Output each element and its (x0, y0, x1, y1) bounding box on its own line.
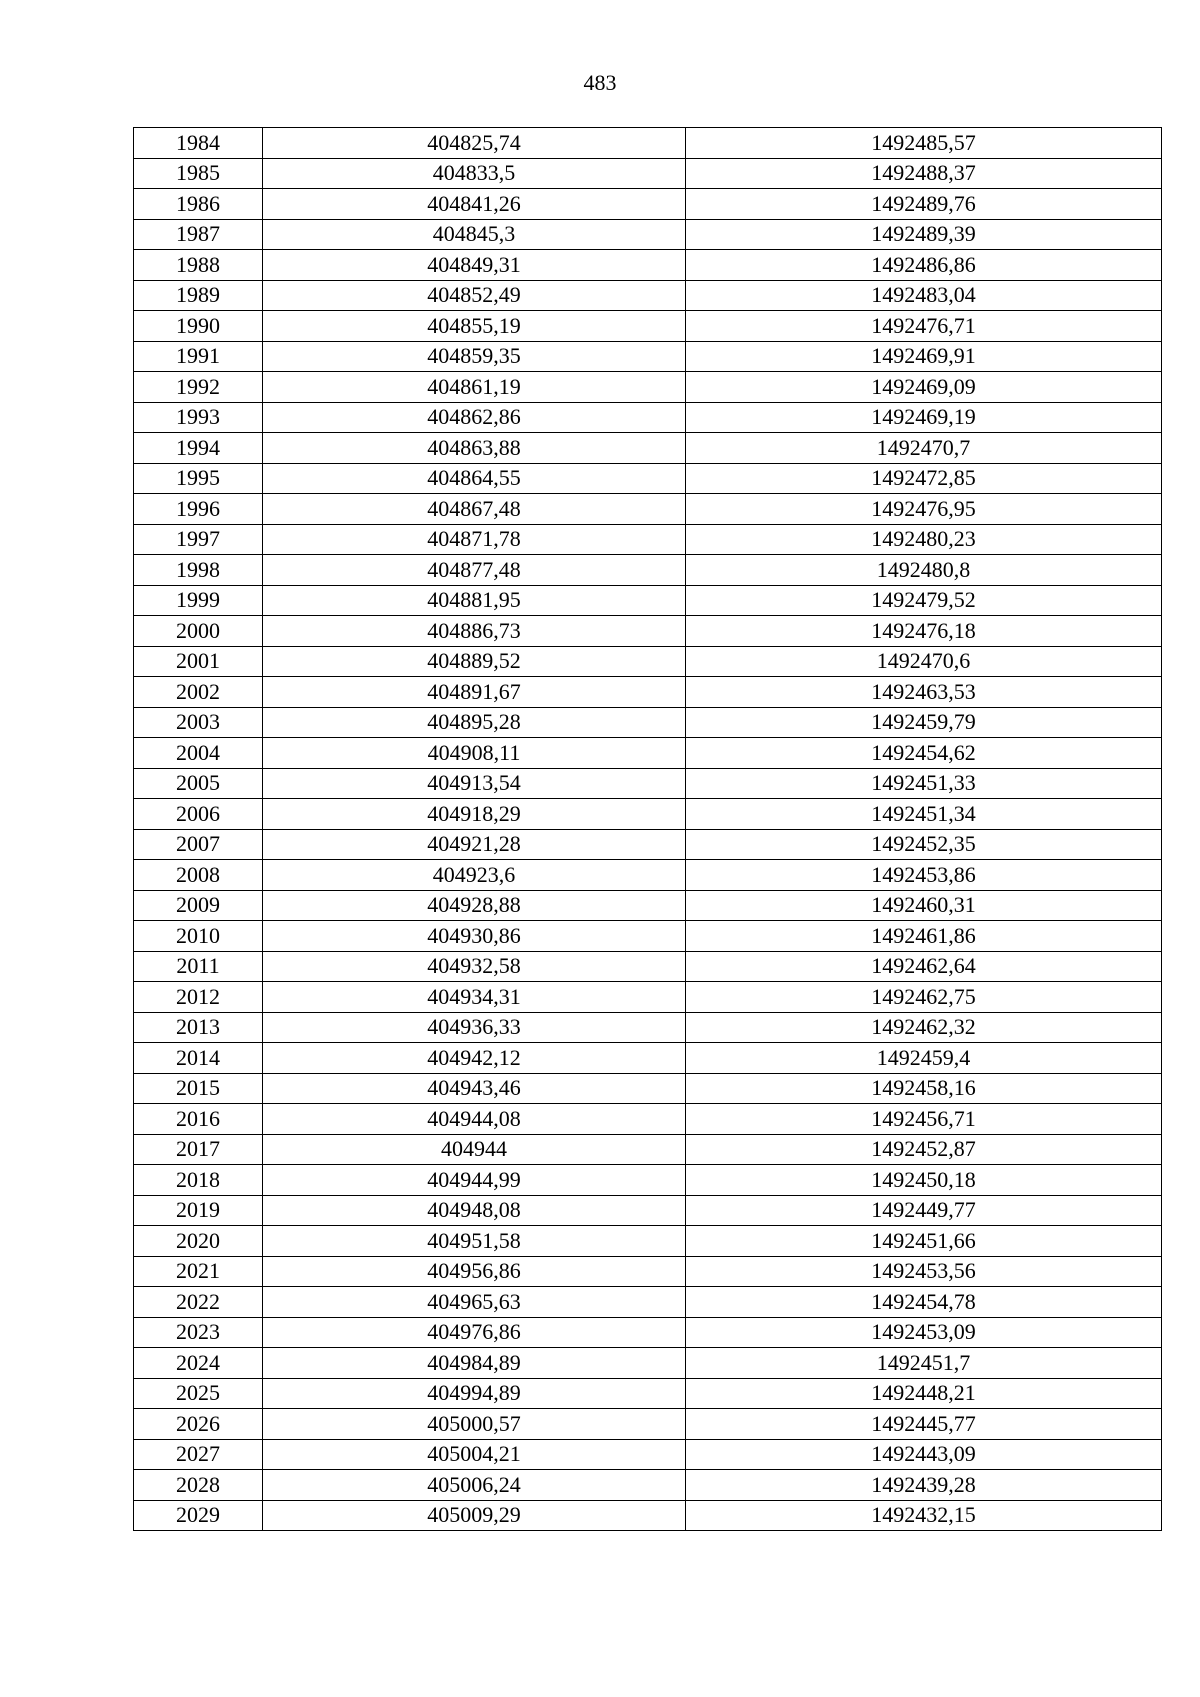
point-number-cell: 2020 (134, 1226, 263, 1257)
x-coordinate-cell: 404852,49 (263, 280, 686, 311)
table-row (134, 341, 1162, 372)
y-coordinate-cell: 1492461,86 (686, 921, 1162, 952)
table-row (134, 311, 1162, 342)
x-coordinate-cell: 404943,46 (263, 1073, 686, 1104)
y-coordinate-cell: 1492483,04 (686, 280, 1162, 311)
table-row (134, 1500, 1162, 1531)
x-coordinate-cell: 404891,67 (263, 677, 686, 708)
table-row (134, 1195, 1162, 1226)
point-number-cell: 2000 (134, 616, 263, 647)
point-number-cell: 2001 (134, 646, 263, 677)
coordinates-table-body (134, 128, 1162, 1531)
table-row (134, 158, 1162, 189)
y-coordinate-cell: 1492480,8 (686, 555, 1162, 586)
x-coordinate-cell: 404859,35 (263, 341, 686, 372)
point-number-cell: 2005 (134, 768, 263, 799)
point-number-cell: 2012 (134, 982, 263, 1013)
x-coordinate-cell: 404956,86 (263, 1256, 686, 1287)
point-number-cell: 1996 (134, 494, 263, 525)
x-coordinate-cell: 404913,54 (263, 768, 686, 799)
point-number-cell: 2003 (134, 707, 263, 738)
y-coordinate-cell: 1492452,35 (686, 829, 1162, 860)
x-coordinate-cell: 404918,29 (263, 799, 686, 830)
x-coordinate-cell: 404895,28 (263, 707, 686, 738)
y-coordinate-cell: 1492453,86 (686, 860, 1162, 891)
x-coordinate-cell: 404849,31 (263, 250, 686, 281)
point-number-cell: 1993 (134, 402, 263, 433)
x-coordinate-cell: 404864,55 (263, 463, 686, 494)
x-coordinate-cell: 404862,86 (263, 402, 686, 433)
y-coordinate-cell: 1492451,66 (686, 1226, 1162, 1257)
table-row (134, 860, 1162, 891)
table-row (134, 463, 1162, 494)
point-number-cell: 1997 (134, 524, 263, 555)
point-number-cell: 2027 (134, 1439, 263, 1470)
point-number-cell: 2023 (134, 1317, 263, 1348)
x-coordinate-cell: 404936,33 (263, 1012, 686, 1043)
x-coordinate-cell: 405006,24 (263, 1470, 686, 1501)
point-number-cell: 2004 (134, 738, 263, 769)
table-row (134, 646, 1162, 677)
y-coordinate-cell: 1492462,32 (686, 1012, 1162, 1043)
y-coordinate-cell: 1492456,71 (686, 1104, 1162, 1135)
table-row (134, 1439, 1162, 1470)
y-coordinate-cell: 1492462,75 (686, 982, 1162, 1013)
table-row (134, 982, 1162, 1013)
point-number-cell: 1986 (134, 189, 263, 220)
y-coordinate-cell: 1492451,34 (686, 799, 1162, 830)
x-coordinate-cell: 404994,89 (263, 1378, 686, 1409)
table-row (134, 1043, 1162, 1074)
table-row (134, 189, 1162, 220)
x-coordinate-cell: 404908,11 (263, 738, 686, 769)
x-coordinate-cell: 405004,21 (263, 1439, 686, 1470)
y-coordinate-cell: 1492454,62 (686, 738, 1162, 769)
x-coordinate-cell: 404877,48 (263, 555, 686, 586)
x-coordinate-cell: 404951,58 (263, 1226, 686, 1257)
y-coordinate-cell: 1492469,09 (686, 372, 1162, 403)
y-coordinate-cell: 1492470,6 (686, 646, 1162, 677)
point-number-cell: 1992 (134, 372, 263, 403)
table-row (134, 1409, 1162, 1440)
table-row (134, 524, 1162, 555)
x-coordinate-cell: 404881,95 (263, 585, 686, 616)
point-number-cell: 2028 (134, 1470, 263, 1501)
y-coordinate-cell: 1492463,53 (686, 677, 1162, 708)
y-coordinate-cell: 1492448,21 (686, 1378, 1162, 1409)
table-row (134, 768, 1162, 799)
point-number-cell: 2024 (134, 1348, 263, 1379)
x-coordinate-cell: 404944 (263, 1134, 686, 1165)
point-number-cell: 2002 (134, 677, 263, 708)
x-coordinate-cell: 404944,08 (263, 1104, 686, 1135)
y-coordinate-cell: 1492432,15 (686, 1500, 1162, 1531)
table-row (134, 1348, 1162, 1379)
x-coordinate-cell: 404833,5 (263, 158, 686, 189)
point-number-cell: 2006 (134, 799, 263, 830)
point-number-cell: 1999 (134, 585, 263, 616)
x-coordinate-cell: 404863,88 (263, 433, 686, 464)
table-row (134, 372, 1162, 403)
table-row (134, 951, 1162, 982)
point-number-cell: 2017 (134, 1134, 263, 1165)
table-row (134, 1012, 1162, 1043)
x-coordinate-cell: 404948,08 (263, 1195, 686, 1226)
y-coordinate-cell: 1492445,77 (686, 1409, 1162, 1440)
table-row (134, 921, 1162, 952)
table-row (134, 585, 1162, 616)
y-coordinate-cell: 1492453,09 (686, 1317, 1162, 1348)
point-number-cell: 1985 (134, 158, 263, 189)
y-coordinate-cell: 1492443,09 (686, 1439, 1162, 1470)
y-coordinate-cell: 1492489,39 (686, 219, 1162, 250)
y-coordinate-cell: 1492479,52 (686, 585, 1162, 616)
point-number-cell: 1988 (134, 250, 263, 281)
y-coordinate-cell: 1492489,76 (686, 189, 1162, 220)
x-coordinate-cell: 404976,86 (263, 1317, 686, 1348)
point-number-cell: 1987 (134, 219, 263, 250)
point-number-cell: 1998 (134, 555, 263, 586)
y-coordinate-cell: 1492472,85 (686, 463, 1162, 494)
y-coordinate-cell: 1492459,4 (686, 1043, 1162, 1074)
x-coordinate-cell: 404965,63 (263, 1287, 686, 1318)
point-number-cell: 2018 (134, 1165, 263, 1196)
point-number-cell: 2015 (134, 1073, 263, 1104)
table-row (134, 128, 1162, 159)
table-row (134, 1073, 1162, 1104)
point-number-cell: 2025 (134, 1378, 263, 1409)
table-row (134, 555, 1162, 586)
table-row (134, 707, 1162, 738)
x-coordinate-cell: 404889,52 (263, 646, 686, 677)
y-coordinate-cell: 1492453,56 (686, 1256, 1162, 1287)
point-number-cell: 1984 (134, 128, 263, 159)
point-number-cell: 2014 (134, 1043, 263, 1074)
y-coordinate-cell: 1492460,31 (686, 890, 1162, 921)
table-row (134, 280, 1162, 311)
table-row (134, 677, 1162, 708)
coordinates-table (133, 127, 1162, 1531)
table-row (134, 1134, 1162, 1165)
x-coordinate-cell: 405000,57 (263, 1409, 686, 1440)
x-coordinate-cell: 404942,12 (263, 1043, 686, 1074)
point-number-cell: 2021 (134, 1256, 263, 1287)
table-row (134, 1317, 1162, 1348)
x-coordinate-cell: 404871,78 (263, 524, 686, 555)
table-row (134, 738, 1162, 769)
y-coordinate-cell: 1492454,78 (686, 1287, 1162, 1318)
y-coordinate-cell: 1492469,19 (686, 402, 1162, 433)
y-coordinate-cell: 1492486,86 (686, 250, 1162, 281)
y-coordinate-cell: 1492480,23 (686, 524, 1162, 555)
x-coordinate-cell: 405009,29 (263, 1500, 686, 1531)
table-row (134, 494, 1162, 525)
table-row (134, 890, 1162, 921)
point-number-cell: 1991 (134, 341, 263, 372)
x-coordinate-cell: 404923,6 (263, 860, 686, 891)
table-row (134, 250, 1162, 281)
table-row (134, 799, 1162, 830)
table-row (134, 219, 1162, 250)
x-coordinate-cell: 404841,26 (263, 189, 686, 220)
x-coordinate-cell: 404984,89 (263, 1348, 686, 1379)
x-coordinate-cell: 404855,19 (263, 311, 686, 342)
y-coordinate-cell: 1492458,16 (686, 1073, 1162, 1104)
x-coordinate-cell: 404867,48 (263, 494, 686, 525)
x-coordinate-cell: 404928,88 (263, 890, 686, 921)
point-number-cell: 2016 (134, 1104, 263, 1135)
point-number-cell: 2026 (134, 1409, 263, 1440)
y-coordinate-cell: 1492449,77 (686, 1195, 1162, 1226)
table-row (134, 1104, 1162, 1135)
y-coordinate-cell: 1492476,95 (686, 494, 1162, 525)
x-coordinate-cell: 404886,73 (263, 616, 686, 647)
y-coordinate-cell: 1492451,7 (686, 1348, 1162, 1379)
table-row (134, 433, 1162, 464)
y-coordinate-cell: 1492450,18 (686, 1165, 1162, 1196)
table-row (134, 1287, 1162, 1318)
y-coordinate-cell: 1492476,71 (686, 311, 1162, 342)
table-row (134, 829, 1162, 860)
point-number-cell: 1990 (134, 311, 263, 342)
point-number-cell: 2009 (134, 890, 263, 921)
table-row (134, 1470, 1162, 1501)
table-row (134, 1256, 1162, 1287)
x-coordinate-cell: 404845,3 (263, 219, 686, 250)
y-coordinate-cell: 1492452,87 (686, 1134, 1162, 1165)
y-coordinate-cell: 1492476,18 (686, 616, 1162, 647)
table-row (134, 616, 1162, 647)
x-coordinate-cell: 404932,58 (263, 951, 686, 982)
y-coordinate-cell: 1492488,37 (686, 158, 1162, 189)
point-number-cell: 2019 (134, 1195, 263, 1226)
x-coordinate-cell: 404944,99 (263, 1165, 686, 1196)
point-number-cell: 1995 (134, 463, 263, 494)
point-number-cell: 2007 (134, 829, 263, 860)
y-coordinate-cell: 1492469,91 (686, 341, 1162, 372)
point-number-cell: 1994 (134, 433, 263, 464)
x-coordinate-cell: 404825,74 (263, 128, 686, 159)
y-coordinate-cell: 1492459,79 (686, 707, 1162, 738)
y-coordinate-cell: 1492470,7 (686, 433, 1162, 464)
table-row (134, 1378, 1162, 1409)
x-coordinate-cell: 404921,28 (263, 829, 686, 860)
point-number-cell: 2010 (134, 921, 263, 952)
y-coordinate-cell: 1492451,33 (686, 768, 1162, 799)
x-coordinate-cell: 404861,19 (263, 372, 686, 403)
point-number-cell: 2029 (134, 1500, 263, 1531)
table-row (134, 1165, 1162, 1196)
y-coordinate-cell: 1492439,28 (686, 1470, 1162, 1501)
point-number-cell: 2008 (134, 860, 263, 891)
page-number: 483 (583, 70, 617, 95)
y-coordinate-cell: 1492485,57 (686, 128, 1162, 159)
point-number-cell: 1989 (134, 280, 263, 311)
point-number-cell: 2013 (134, 1012, 263, 1043)
table-row (134, 1226, 1162, 1257)
x-coordinate-cell: 404934,31 (263, 982, 686, 1013)
y-coordinate-cell: 1492462,64 (686, 951, 1162, 982)
point-number-cell: 2022 (134, 1287, 263, 1318)
point-number-cell: 2011 (134, 951, 263, 982)
x-coordinate-cell: 404930,86 (263, 921, 686, 952)
table-row (134, 402, 1162, 433)
